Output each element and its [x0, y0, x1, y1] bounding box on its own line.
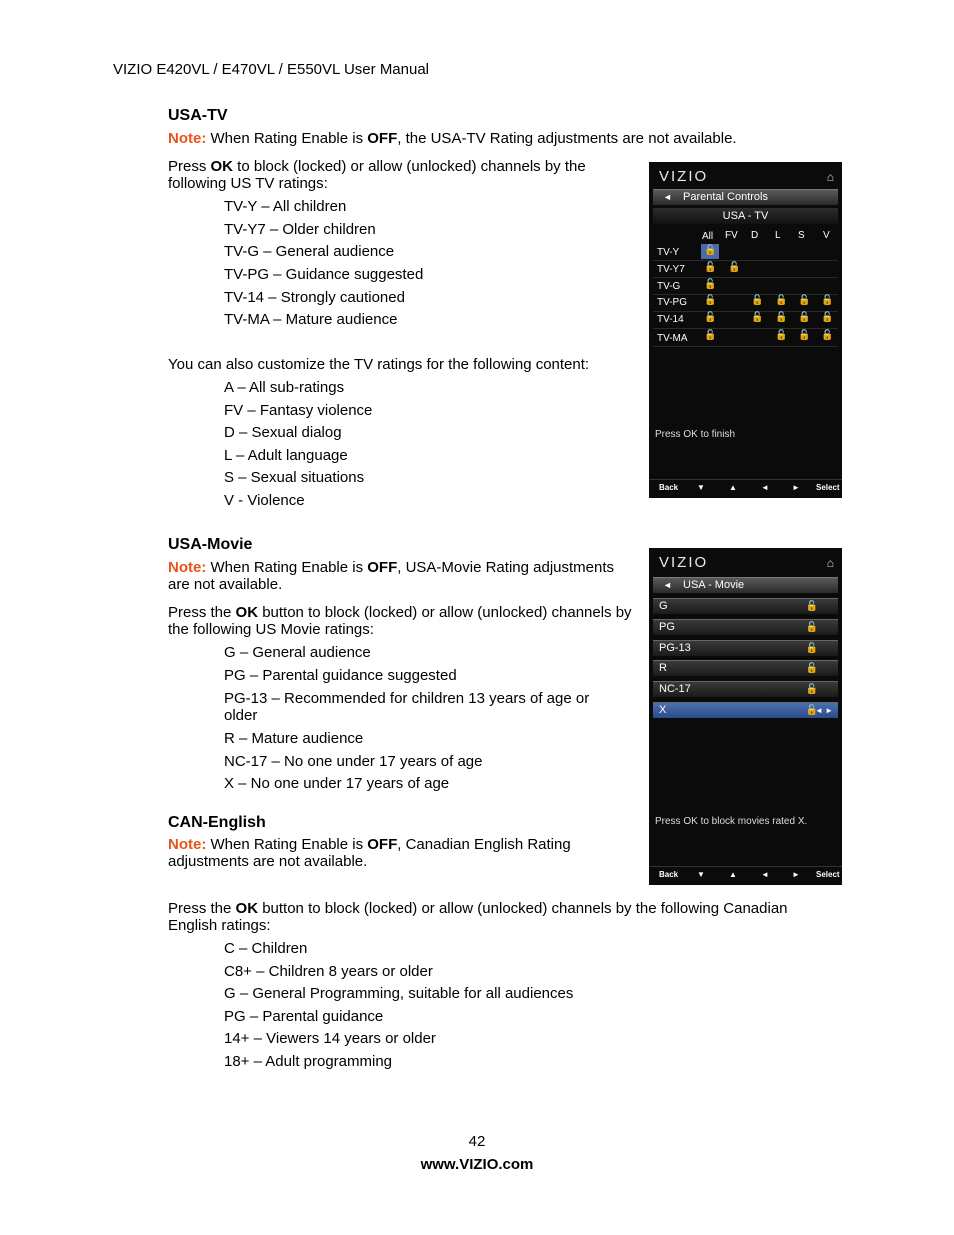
grid-line	[653, 260, 838, 261]
rating-row-label: TV-Y	[657, 247, 680, 258]
list-item: TV-MA – Mature audience	[224, 311, 398, 328]
column-header: V	[823, 230, 830, 241]
vizio-logo: VIZIO	[659, 168, 709, 185]
lock-icon: 🔓	[821, 330, 834, 341]
can-english-intro: Press the OK button to block (locked) or allow (unlocked) channels by the following Canadian English ratings:	[168, 900, 788, 934]
list-item: D – Sexual dialog	[224, 424, 342, 441]
down-arrow-icon: ▼	[697, 483, 705, 492]
usa-tv-screen	[649, 162, 842, 498]
rating-row-label: TV-14	[657, 314, 684, 325]
list-item: R – Mature audience	[224, 730, 364, 747]
movie-rating-row: PG-13 🔓	[653, 640, 838, 656]
list-item: TV-PG – Guidance suggested	[224, 266, 424, 283]
usa-movie-intro: Press the OK button to block (locked) or allow (unlocked) channels by the following US Movie ratings:	[168, 604, 632, 638]
right-arrow-icon: ►	[792, 870, 800, 879]
lock-icon: 🔓	[821, 295, 834, 306]
list-item: FV – Fantasy violence	[224, 402, 373, 419]
screen-message: Press OK to block movies rated X.	[655, 816, 808, 827]
lock-icon: 🔓	[751, 312, 764, 323]
note-label: Note:	[168, 836, 207, 853]
list-item: TV-Y7 – Older children	[224, 221, 376, 238]
can-english-heading: CAN-English	[168, 814, 266, 831]
column-header: D	[751, 230, 759, 241]
lock-icon: 🔓	[805, 643, 818, 654]
page-number: 42	[468, 1133, 486, 1150]
note-label: Note:	[168, 559, 207, 576]
menu-bar: ◄ USA - Movie	[653, 577, 838, 593]
column-header: L	[775, 230, 781, 241]
column-header: All	[702, 231, 714, 242]
up-arrow-icon: ▲	[729, 483, 737, 492]
left-arrow-icon: ◄	[663, 580, 672, 590]
usa-tv-heading: USA-TV	[168, 107, 228, 124]
note-label: Note:	[168, 130, 207, 147]
list-item: NC-17 – No one under 17 years of age	[224, 753, 483, 770]
movie-rating-row: NC-17 🔓	[653, 681, 838, 697]
select-button: Select	[816, 483, 840, 492]
usa-tv-note: Note: When Rating Enable is OFF, the USA-TV Rating adjustments are not available.	[168, 130, 737, 147]
lock-icon: 🔓	[805, 705, 818, 716]
back-button: Back	[659, 870, 679, 879]
list-item: G – General Programming, suitable for all audiences	[224, 985, 574, 1002]
document-header: VIZIO E420VL / E470VL / E550VL User Manual	[113, 61, 430, 78]
grid-line	[653, 346, 838, 347]
vizio-logo: VIZIO	[659, 554, 709, 571]
lock-icon: 🔓	[775, 312, 788, 323]
left-arrow-icon: ◄	[761, 483, 769, 492]
list-item: TV-Y – All children	[224, 198, 347, 215]
list-item: TV-G – General audience	[224, 243, 395, 260]
movie-rating-row: R 🔓	[653, 660, 838, 676]
select-button: Select	[816, 870, 840, 879]
down-arrow-icon: ▼	[697, 870, 705, 879]
up-arrow-icon: ▲	[729, 870, 737, 879]
lock-icon: 🔓	[704, 295, 717, 306]
movie-rating-row: PG 🔓	[653, 619, 838, 635]
home-icon: ⌂	[826, 556, 834, 570]
can-english-note: Note: When Rating Enable is OFF, Canadian English Rating adjustments are not available.	[168, 836, 571, 870]
lock-icon: 🔓	[805, 601, 818, 612]
screen-subtitle: USA - TV	[653, 208, 838, 224]
list-item: PG-13 – Recommended for children 13 years of age or older	[224, 690, 590, 724]
lock-icon: 🔓	[798, 312, 811, 323]
list-item: PG – Parental guidance suggested	[224, 667, 457, 684]
left-right-arrow-icon: ◄ ►	[814, 706, 833, 715]
list-item: S – Sexual situations	[224, 469, 365, 486]
rating-row-label: TV-PG	[657, 297, 688, 308]
list-item: 18+ – Adult programming	[224, 1053, 393, 1070]
lock-icon: 🔓	[798, 330, 811, 341]
list-item: PG – Parental guidance	[224, 1008, 384, 1025]
movie-rating-row-selected: X 🔓 ◄ ►	[653, 702, 838, 718]
grid-line	[653, 328, 838, 329]
column-header: FV	[725, 230, 738, 241]
lock-icon: 🔓	[805, 622, 818, 633]
usa-tv-intro: Press OK to block (locked) or allow (unlocked) channels by the following US TV ratings:	[168, 158, 586, 192]
lock-icon: 🔓	[704, 330, 717, 341]
usa-movie-heading: USA-Movie	[168, 536, 253, 553]
rating-row-label: TV-MA	[657, 333, 688, 344]
lock-icon: 🔓	[775, 295, 788, 306]
list-item: C – Children	[224, 940, 308, 957]
usa-movie-note: Note: When Rating Enable is OFF, USA-Movie Rating adjustments are not available.	[168, 559, 615, 593]
screen-message: Press OK to finish	[655, 429, 736, 440]
lock-icon: 🔓	[775, 330, 788, 341]
lock-icon: 🔓	[704, 279, 717, 290]
lock-icon: 🔓	[798, 295, 811, 306]
back-button: Back	[659, 483, 679, 492]
lock-icon: 🔓	[821, 312, 834, 323]
list-item: G – General audience	[224, 644, 371, 661]
lock-icon: 🔓	[805, 663, 818, 674]
right-arrow-icon: ►	[792, 483, 800, 492]
grid-line	[653, 277, 838, 278]
list-item: V - Violence	[224, 492, 305, 509]
remote-footer	[649, 479, 842, 498]
list-item: TV-14 – Strongly cautioned	[224, 289, 405, 306]
home-icon: ⌂	[826, 170, 834, 184]
list-item: C8+ – Children 8 years or older	[224, 963, 433, 980]
lock-icon: 🔓	[728, 262, 741, 273]
lock-icon: 🔓	[751, 295, 764, 306]
movie-rating-row: G 🔓	[653, 598, 838, 614]
list-item: X – No one under 17 years of age	[224, 775, 450, 792]
rating-row-label: TV-G	[657, 281, 681, 292]
lock-icon: 🔓	[704, 312, 717, 323]
lock-icon: 🔓	[704, 262, 717, 273]
list-item: 14+ – Viewers 14 years or older	[224, 1030, 436, 1047]
website-link: www.VIZIO.com	[420, 1156, 534, 1173]
left-arrow-icon: ◄	[663, 192, 672, 202]
lock-icon: 🔓	[805, 684, 818, 695]
menu-bar: ◄ Parental Controls	[653, 189, 838, 205]
left-arrow-icon: ◄	[761, 870, 769, 879]
remote-footer	[649, 866, 842, 885]
usa-movie-screen	[649, 548, 842, 885]
lock-icon: 🔓	[704, 245, 717, 256]
custom-intro: You can also customize the TV ratings for the following content:	[168, 356, 590, 373]
column-header: S	[798, 230, 805, 241]
list-item: L – Adult language	[224, 447, 348, 464]
rating-row-label: TV-Y7	[657, 264, 685, 275]
list-item: A – All sub-ratings	[224, 379, 345, 396]
